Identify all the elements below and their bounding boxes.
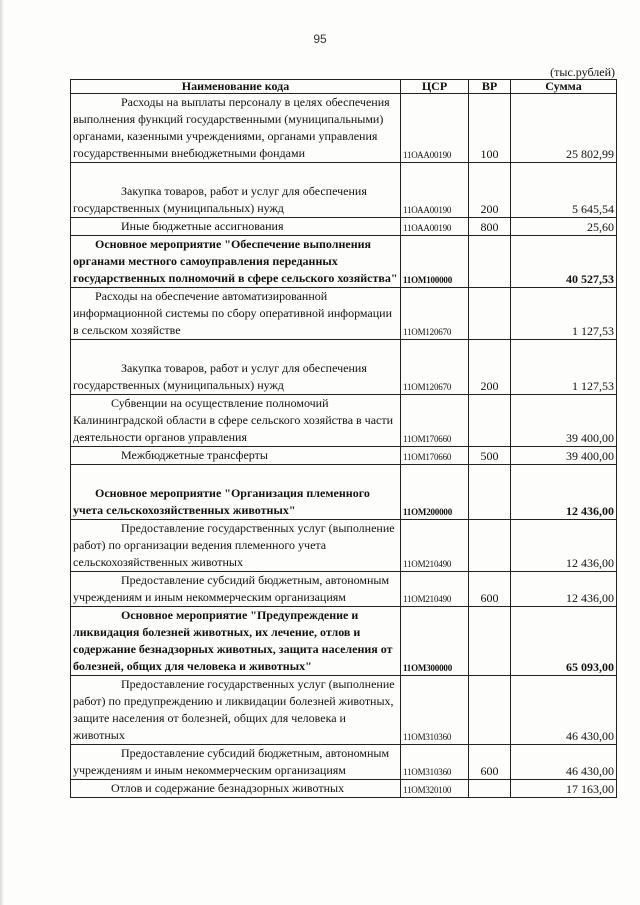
page-number: 95 [313,32,327,46]
row-sum: 12 436,00 [511,465,617,520]
row-vr [469,288,511,340]
row-name: Иные бюджетные ассигнования [71,218,401,236]
row-sum: 12 436,00 [511,520,617,572]
row-vr: 200 [469,340,511,395]
table-header-row [71,80,617,94]
table-row [71,163,617,218]
row-csr: 11ОМ170660 [401,447,469,465]
row-vr: 200 [469,163,511,218]
row-sum: 46 430,00 [511,745,617,780]
row-name: Закупка товаров, работ и услуг для обеспечения государственных (муниципальных) нужд [71,163,401,218]
table-row [71,745,617,780]
table-row [71,395,617,447]
table-row [71,94,617,163]
table-row-main-event [71,236,617,288]
row-name: Предоставление государственных услуг (выполнение работ) по предупреждению и ликвидации болезней животных, защите населения от болезней, общих для человека и животных [71,676,401,745]
table-row [71,520,617,572]
row-vr: 100 [469,94,511,163]
header-sum: Сумма [511,80,617,94]
table-row [71,676,617,745]
row-csr: 11ОМ170660 [401,395,469,447]
row-vr [469,465,511,520]
row-csr: 11ОМ210490 [401,520,469,572]
row-vr [469,676,511,745]
row-vr: 600 [469,745,511,780]
row-csr: 11ОМ300000 [401,607,469,676]
row-sum: 5 645,54 [511,163,617,218]
table-row [71,340,617,395]
row-sum: 1 127,53 [511,340,617,395]
row-csr: 11ОАА00190 [401,163,469,218]
row-vr [469,236,511,288]
row-sum: 40 527,53 [511,236,617,288]
row-name: Предоставление субсидий бюджетным, автономным учреждениям и иным некоммерческим организациям [71,745,401,780]
row-csr: 11ОМ200000 [401,465,469,520]
row-name: Отлов и содержание безнадзорных животных [71,780,401,798]
row-name: Закупка товаров, работ и услуг для обеспечения государственных (муниципальных) нужд [71,340,401,395]
row-vr [469,780,511,798]
header-csr: ЦСР [401,80,469,94]
row-vr: 500 [469,447,511,465]
row-csr: 11ОМ320100 [401,780,469,798]
row-name: Предоставление государственных услуг (выполнение работ) по организации ведения племенного учета сельскохозяйственных животных [71,520,401,572]
row-vr [469,520,511,572]
units-label: (тыс.рублей) [550,65,615,79]
scan-edge [0,0,4,905]
row-csr: 11ОАА00190 [401,218,469,236]
table-row [71,288,617,340]
row-vr [469,607,511,676]
row-vr: 800 [469,218,511,236]
budget-table [70,79,617,798]
row-sum: 39 400,00 [511,447,617,465]
table-row [71,218,617,236]
row-sum: 12 436,00 [511,572,617,607]
row-csr: 11ОМ210490 [401,572,469,607]
header-vr: ВР [469,80,511,94]
row-name: Расходы на выплаты персоналу в целях обеспечения выполнения функций государственными (муниципальными) органами, казенными учреждениями, органами управления государственными внебюджетными фондами [71,94,401,163]
table-row-main-event [71,607,617,676]
header-name: Наименование кода [71,80,401,94]
row-vr [469,395,511,447]
row-name: Предоставление субсидий бюджетным, автономным учреждениям и иным некоммерческим организациям [71,572,401,607]
row-csr: 11ОАА00190 [401,94,469,163]
table-row [71,572,617,607]
row-vr: 600 [469,572,511,607]
table-row [71,447,617,465]
row-sum: 25 802,99 [511,94,617,163]
row-name: Основное мероприятие "Организация племенного учета сельскохозяйственных животных" [71,465,401,520]
row-sum: 39 400,00 [511,395,617,447]
row-sum: 17 163,00 [511,780,617,798]
row-name: Основное мероприятие "Предупреждение и ликвидация болезней животных, их лечение, отлов и содержание безнадзорных животных, защита населения от болезней, общих для человека и животных" [71,607,401,676]
row-csr: 11ОМ120670 [401,288,469,340]
row-sum: 25,60 [511,218,617,236]
row-sum: 1 127,53 [511,288,617,340]
table-row-main-event [71,465,617,520]
row-sum: 65 093,00 [511,607,617,676]
row-name: Основное мероприятие "Обеспечение выполнения органами местного самоуправления переданных государственных полномочий в сфере сельского хозяйства" [71,236,401,288]
row-sum: 46 430,00 [511,676,617,745]
row-csr: 11ОМ120670 [401,340,469,395]
row-csr: 11ОМ310360 [401,676,469,745]
table-row [71,780,617,798]
row-csr: 11ОМ100000 [401,236,469,288]
row-name: Межбюджетные трансферты [71,447,401,465]
row-csr: 11ОМ310360 [401,745,469,780]
row-name: Расходы на обеспечение автоматизированной информационной системы по сбору оперативной информации в сельском хозяйстве [71,288,401,340]
row-name: Субвенции на осуществление полномочий Калининградской области в сфере сельского хозяйства в части деятельности органов управления [71,395,401,447]
